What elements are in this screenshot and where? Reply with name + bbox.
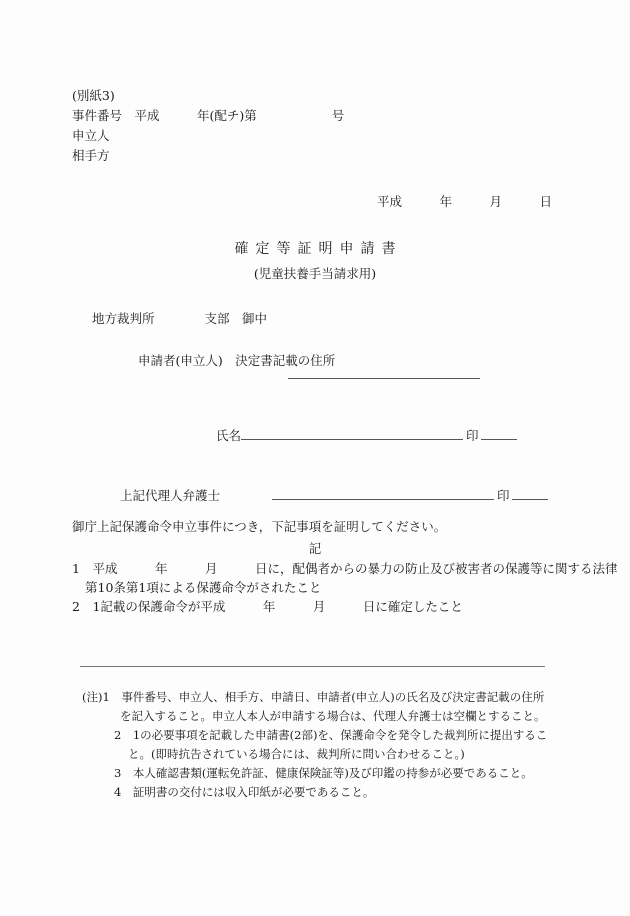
item-2-line-1: 2 1記載の保護命令が平成 年 月 日に確定したこと [72,599,463,614]
title-block [72,238,558,285]
address-rule [288,378,480,379]
document-body [72,86,618,799]
item-1-line-1: 1 平成 年 月 日に，配偶者からの暴力の防止及び被害者の保護等に関する法律 [72,561,618,576]
attorney-seal-input-rule[interactable] [512,486,548,500]
court-line: 地方裁判所 支部 御中 [92,311,268,326]
note-1-text-1: 事件番号、申立人、相手方、申請日、申請者(申立人)の氏名及び決定書記載の住所 [121,690,545,704]
items-list [72,559,618,616]
note-2-line-1 [72,726,558,745]
petitioner-label: 申立人 [72,128,110,143]
attorney-input-rule[interactable] [272,486,494,500]
page-title: 確定等証明申請書 [234,241,403,257]
name-input-rule[interactable] [241,426,463,440]
note-3-number: 3 [114,766,122,780]
notes-block [72,688,558,802]
item-1-line-2: 第10条第1項による保護命令がされたこと [85,580,322,595]
section-divider [80,666,545,667]
attorney-label: 上記代理人弁護士 [120,488,221,503]
respondent-label: 相手方 [72,148,110,163]
note-1-line-1 [72,688,558,707]
case-number-line: 事件番号 平成 年(配チ)第 号 [72,108,345,123]
note-4-line-1 [72,783,558,802]
notes-label: (注) [82,690,103,704]
note-4-text-1: 証明書の交付には収入印紙が必要であること。 [132,785,375,799]
seal-label: 印 [466,428,479,443]
name-signature-row [216,426,517,445]
name-label: 氏名 [216,428,242,443]
note-3-text-1: 本人確認書類(運転免許証、健康保険証等)及び印鑑の持参が必要であること。 [132,766,533,780]
attorney-signature-row [120,486,548,505]
note-2-line-2: と。(即時抗告されている場合には、裁判所に問い合わせること。) [128,747,465,761]
note-1-line-2: を記入すること。申立人本人が申請する場合は、代理人弁護士は空欄とすること。 [120,709,546,723]
page-subtitle: (児童扶養手当請求用) [253,266,377,281]
applicant-line: 申請者(申立人) 決定書記載の住所 [138,353,336,368]
note-4-number: 4 [114,785,122,799]
sheet-number: (別紙3) [72,88,115,103]
request-text: 御庁上記保護命令申立事件につき，下記事項を証明してください。 [72,519,447,534]
note-2-text-1: 1の必要事項を記載した申請書(2部)を、保護命令を発令した裁判所に提出するこ [132,728,548,742]
attorney-seal-label: 印 [497,488,510,503]
ki-marker: 記 [308,541,322,556]
seal-input-rule[interactable] [481,426,517,440]
note-2-number: 2 [114,728,122,742]
date-line: 平成 年 月 日 [376,194,552,209]
note-1-number: 1 [102,690,110,704]
header-block [72,86,558,166]
note-3-line-1 [72,764,558,783]
